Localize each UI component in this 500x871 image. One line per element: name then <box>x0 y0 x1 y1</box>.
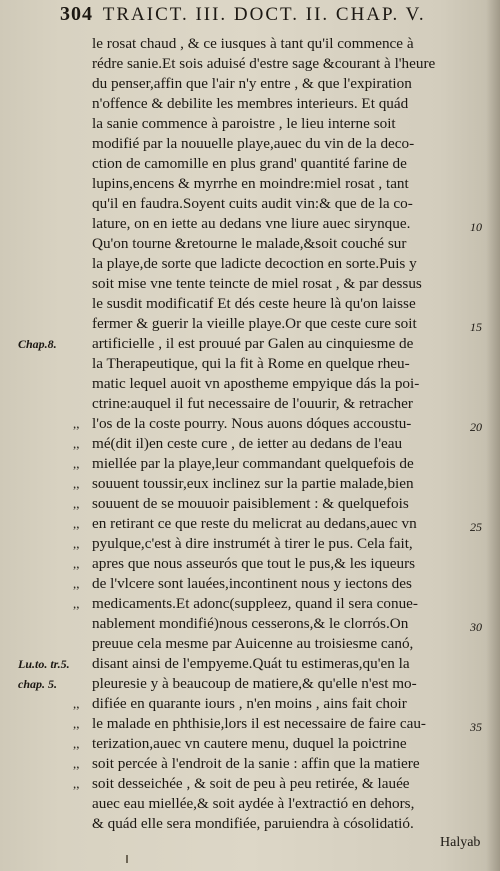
text-line: ctrine:auquel il fut necessaire de l'ouurir, & retracher <box>92 395 413 412</box>
quotation-mark: ,, <box>73 736 80 751</box>
line-number: 30 <box>470 620 482 634</box>
quotation-mark: ,, <box>73 556 80 571</box>
text-line: medicaments.Et adonc(suppleez, quand il sera conue- <box>92 595 418 612</box>
text-line: le malade en phthisie,lors il est necessaire de faire cau- <box>92 715 426 732</box>
text-line: & quád elle sera mondifiée, paruiendra à cósolidatió. <box>92 815 414 832</box>
quotation-mark: ,, <box>73 476 80 491</box>
text-line: Qu'on tourne &retourne le malade,&soit couché sur <box>92 235 407 252</box>
text-line: difiée en quarante iours , n'en moins , ains fait choir <box>92 695 407 712</box>
text-line: fermer & guerir la vieille playe.Or que ceste cure soit <box>92 315 417 332</box>
text-line: le rosat chaud , & ce iusques à tant qu'il commence à <box>92 35 414 52</box>
text-line: l'os de la coste pourry. Nous auons dóques accoustu- <box>92 415 412 432</box>
text-line: apres que nous asseurós que tout le pus,& les iqueurs <box>92 555 416 572</box>
quotation-mark: ,, <box>73 756 80 771</box>
text-line: mé(dit il)en ceste cure , de ietter au dedans de l'eau <box>92 435 403 452</box>
text-line: en retirant ce que reste du melicrat au dedans,auec vn <box>92 515 417 532</box>
text-line: de l'vlcere sont lauées,incontinent nous y iectons des <box>92 575 412 592</box>
quotation-mark: ,, <box>73 496 80 511</box>
quotation-mark: ,, <box>73 416 80 431</box>
text-line: pyulque,c'est à dire instrumét à tirer le pus. Cela fait, <box>92 535 413 552</box>
quotation-mark: ,, <box>73 596 80 611</box>
line-number: 25 <box>470 520 482 534</box>
quotation-mark: ,, <box>73 516 80 531</box>
text-line: du penser,affin que l'air n'y entre , & que l'expiration <box>92 75 412 92</box>
text-line: n'offence & debilite les membres interieurs. Et quád <box>92 95 409 112</box>
margin-note: Lu.to. tr.5. <box>18 657 70 671</box>
text-line: terization,auec vn cautere menu, duquel la poictrine <box>92 735 407 752</box>
text-line: artificielle , il est prouué par Galen au cinquiesme de <box>92 335 414 352</box>
line-number: 15 <box>470 320 482 334</box>
text-line: miellée par la playe,leur commandant quelquefois de <box>92 455 414 472</box>
text-line: la playe,de sorte que ladicte decoction en sorte.Puis y <box>92 255 417 272</box>
text-line: rédre sanie.Et sois aduisé d'estre sage &courant à l'heure <box>92 55 436 72</box>
text-line: le susdit modificatif Et dés ceste heure là qu'on laisse <box>92 295 416 312</box>
text-line: matic lequel auoit vn apostheme empyique dás la poi- <box>92 375 420 392</box>
text-line: la sanie commence à paroistre , le lieu interne soit <box>92 115 396 132</box>
margin-note: Chap.8. <box>18 337 57 351</box>
quotation-mark: ,, <box>73 456 80 471</box>
text-line: qu'il en faudra.Soyent cuits audit vin:& que de la co- <box>92 195 413 212</box>
quotation-mark: ,, <box>73 716 80 731</box>
page-header <box>60 3 500 31</box>
folio-number: 304 <box>60 3 93 25</box>
text-line: lature, on en iette au dedans vne liure auec sirynque. <box>92 215 411 232</box>
text-line: auec eau miellée,& soit aydée à l'extractió en dehors, <box>92 795 415 812</box>
text-line: soit desseichée , & soit de peu à peu retirée, & lauée <box>92 775 410 792</box>
quotation-mark: ,, <box>73 776 80 791</box>
text-line: disant ainsi de l'empyeme.Quát tu estimeras,qu'en la <box>92 655 410 672</box>
quotation-mark: ,, <box>73 576 80 591</box>
quotation-mark: ,, <box>73 696 80 711</box>
quotation-mark: ,, <box>73 536 80 551</box>
text-line: la Therapeutique, qui la fit à Rome en quelque rheu- <box>92 355 410 372</box>
running-title: TRAICT. III. DOCT. II. CHAP. V. <box>102 4 426 25</box>
margin-note: chap. 5. <box>18 677 57 691</box>
text-line: lupins,encens & myrrhe en moindre:miel rosat , tant <box>92 175 409 192</box>
text-line: ction de camomille en plus grand' quantité farine de <box>92 155 407 172</box>
line-number: 20 <box>470 420 482 434</box>
text-line: souuent toussir,eux inclinez sur la partie malade,bien <box>92 475 414 492</box>
quotation-mark: ,, <box>73 436 80 451</box>
text-line: modifié par la nouuelle playe,auec du vin de la deco- <box>92 135 415 152</box>
text-line: preuue cela mesme par Auicenne au troisiesme canó, <box>92 635 414 652</box>
text-line: souuent de se mouuoir paisiblement : & quelquefois <box>92 495 409 512</box>
line-number: 10 <box>470 220 482 234</box>
text-line: pleuresie y à beaucoup de matiere,& qu'elle n'est mo- <box>92 675 417 692</box>
line-number: 35 <box>470 720 482 734</box>
catchword: Halyab <box>440 835 481 850</box>
text-line: soit percée à l'endroit de la sanie : affin que la matiere <box>92 755 420 772</box>
text-line: soit mise vne tente teincte de miel rosat , & par dessus <box>92 275 422 292</box>
ink-mark <box>126 855 128 863</box>
text-line: nablement mondifié)nous cesserons,& le clorrós.On <box>92 615 409 632</box>
